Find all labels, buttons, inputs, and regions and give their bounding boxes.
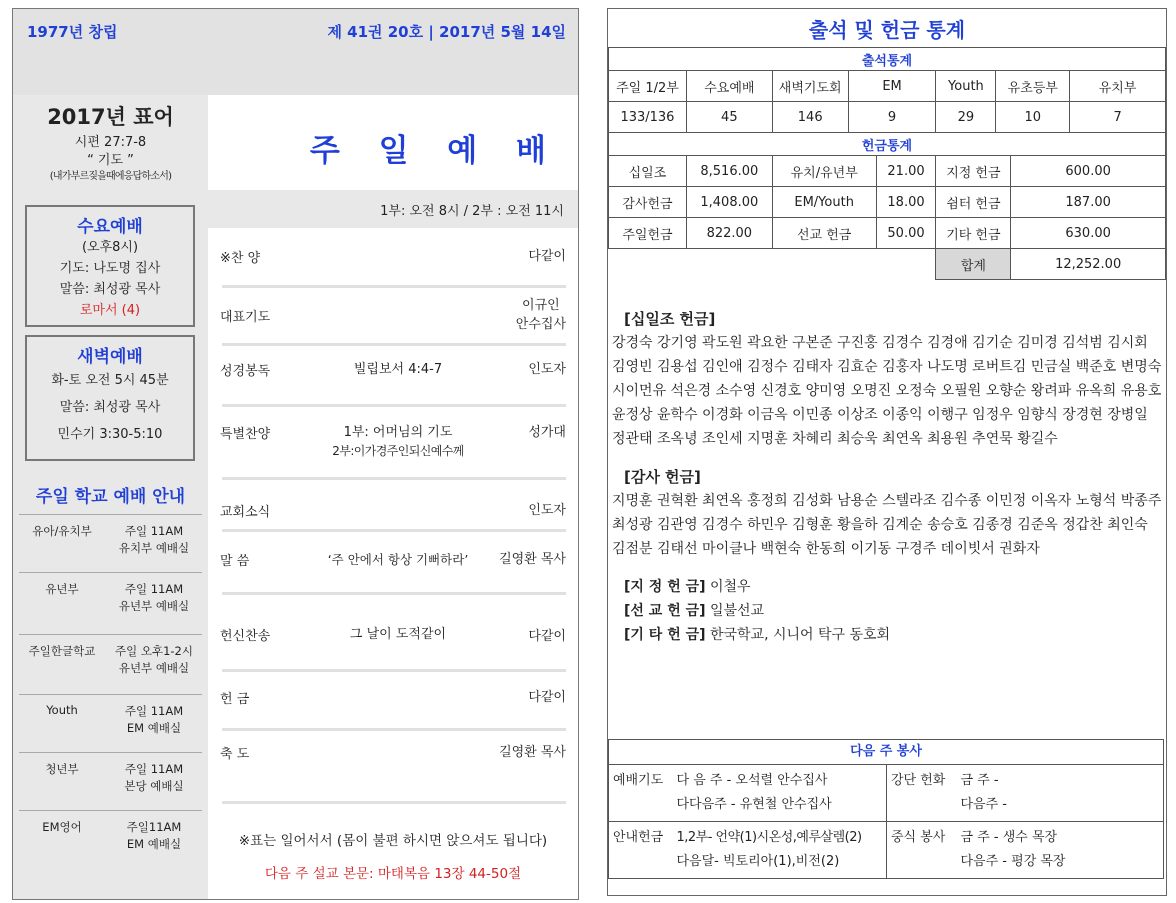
total-row (609, 249, 1166, 280)
school-row (19, 752, 202, 811)
school-time: 주일 11AM (124, 704, 184, 718)
attendance-value: 9 (848, 102, 936, 133)
usher-next: 다음달- 빅토리아(1),비전(2) (676, 854, 840, 869)
offering-amount: 600.00 (1011, 156, 1166, 187)
school-dept: Youth (46, 703, 78, 717)
school-dept: 주일한글학교 (28, 644, 96, 658)
thanks-names: 지명훈 권혁환 최연옥 홍정희 김성화 남용순 스텔라조 김수종 이민정 이옥자 노형석 박종주 최성광 김관영 김경수 하민우 김형훈 황을하 김계순 송승호 김종경 김준옥 정갑찬 최인숙 김점분 김태선 마이클나 백현숙 한동희 이기동 구경주 데이빗서 권화자 (612, 493, 1162, 557)
motto-subtitle: (내가부르짖을때에응답하소서) (49, 171, 172, 182)
attendance-header: 유치부 (1070, 71, 1166, 102)
school-time: 주일 11AM (124, 762, 184, 776)
school-place: 본당 예배실 (124, 779, 184, 793)
dawn-sermon: 말씀: 최성광 목사 (59, 400, 161, 415)
school-row (19, 634, 202, 695)
order-row (208, 625, 578, 670)
school-row (19, 572, 202, 635)
school-dept: 유년부 (45, 582, 79, 596)
school-row (19, 810, 202, 869)
order-row (208, 360, 578, 405)
offering-amount: 630.00 (1011, 218, 1166, 249)
school-place: 유년부 예배실 (118, 661, 190, 675)
attendance-header: 수요예배 (686, 71, 772, 102)
thanks-title: [감사 헌금] (624, 468, 701, 486)
offering-label: 주일헌금 (609, 218, 687, 249)
offering-amount: 50.00 (876, 218, 936, 249)
offering-label: 쉼터 헌금 (936, 187, 1011, 218)
attendance-header: EM (848, 71, 936, 102)
order-leader: 인도자 (528, 362, 566, 377)
offering-amount: 1,408.00 (686, 187, 772, 218)
order-row (208, 247, 578, 287)
next-week-row (609, 822, 1164, 879)
offering-names (612, 307, 1164, 647)
attendance-value-row (609, 102, 1166, 133)
order-leader: 길영환 목사 (499, 745, 566, 760)
attendance-value: 7 (1070, 102, 1166, 133)
order-leader: 인도자 (528, 503, 566, 518)
dawn-service-box (25, 335, 195, 461)
next-week-table (608, 739, 1164, 879)
order-row (208, 550, 578, 595)
school-place: EM 예배실 (126, 837, 182, 851)
prayer-next: 다 음 주 - 오석렬 안수집사 (676, 773, 828, 788)
school-time: 주일 11AM (124, 524, 184, 538)
order-item: 대표기도 (220, 310, 271, 325)
offering-amount: 8,516.00 (686, 156, 772, 187)
wednesday-sermon: 말씀: 최성광 목사 (59, 282, 161, 297)
offering-amount: 822.00 (686, 218, 772, 249)
motto-title: “ 기도 ” (87, 153, 134, 168)
next-week-title: 다음 주 봉사 (609, 740, 1164, 765)
wednesday-service-box (25, 205, 195, 327)
order-item: 축 도 (220, 747, 250, 762)
offering-row (609, 156, 1166, 187)
other-label: [기 타 헌 금] (624, 627, 706, 643)
school-schedule-title: 주일 학교 예배 안내 (35, 487, 186, 507)
offering-amount: 21.00 (876, 156, 936, 187)
order-content: 1부: 어머님의 기도 (343, 425, 453, 440)
order-item: 특별찬양 (220, 427, 271, 442)
total-value: 12,252.00 (1011, 249, 1166, 280)
order-row (208, 688, 578, 728)
flower-this: 금 주 - (960, 773, 999, 788)
dawn-time: 화-토 오전 5시 45분 (51, 373, 169, 388)
order-leader: 이규인 (522, 298, 560, 313)
worship-title: 주 일 예 배 (309, 133, 560, 169)
mission-value: 일불선교 (709, 603, 765, 619)
worship-time: 1부: 오전 8시 / 2부 : 오전 11시 (380, 204, 564, 219)
order-content-2: 2부:이가경주인되신예수께 (332, 444, 464, 458)
bulletin-right-page (607, 8, 1167, 896)
wednesday-scripture: 로마서 (4) (79, 303, 141, 318)
order-item: 성경봉독 (220, 364, 271, 379)
school-row (19, 694, 202, 753)
attendance-header: 유초등부 (996, 71, 1070, 102)
standing-note: ※표는 일어서서 (몸이 불편 하시면 앉으셔도 됩니다) (238, 833, 548, 849)
sidebar (13, 95, 208, 899)
flower-next: 다음주 - (960, 797, 1007, 812)
wednesday-prayer: 기도: 나도명 집사 (59, 261, 161, 276)
usher-label: 안내헌금 (609, 822, 673, 879)
order-row (208, 296, 578, 346)
order-leader: 성가대 (528, 425, 566, 440)
school-row (19, 514, 202, 573)
offering-label: 십일조 (609, 156, 687, 187)
order-leader: 길영환 목사 (499, 552, 566, 567)
school-place: EM 예배실 (126, 721, 182, 735)
attendance-value: 133/136 (609, 102, 687, 133)
offering-label: 기타 헌금 (936, 218, 1011, 249)
tithe-title: [십일조 헌금] (624, 310, 716, 328)
school-place: 유치부 예배실 (118, 541, 190, 555)
worship-time-bar (208, 190, 578, 228)
next-sermon-text: 다음 주 설교 본문: 마태복음 13장 44-50절 (264, 866, 522, 882)
offering-amount: 18.00 (876, 187, 936, 218)
order-row (208, 501, 578, 541)
attendance-header: 주일 1/2부 (609, 71, 687, 102)
wednesday-title: 수요예배 (77, 217, 143, 237)
order-leader-title: 안수집사 (515, 317, 566, 332)
tithe-names: 강경숙 강기영 곽도원 곽요한 구본준 구진홍 김경수 김경애 김기순 김미경 김석범 김시회 김영빈 김용섭 김인애 김정수 김태자 김효순 김홍자 나도명 로버트김 민금실 백준호 변명숙 시이먼유 석은경 소수영 신경호 양미영 오명진 오정숙 오필원 오향순 왕려파 유옥희 유용호 윤정상 윤학수 이경화 이금옥 이민종 이상조 이종익 이행구 임정우 임향식 장경현 장병일 정관태 조옥녕 조인세 지명훈 차혜리 최승욱 최연옥 최용원 추연묵 황길수 (612, 335, 1162, 447)
motto-verse: 시편 27:7-8 (74, 135, 147, 150)
meal-label: 중식 봉사 (887, 822, 957, 879)
school-place: 유년부 예배실 (118, 599, 190, 613)
other-value: 한국학교, 시니어 탁구 동호회 (709, 627, 891, 643)
offering-title: 헌금통계 (609, 133, 1166, 156)
meal-next: 다음주 - 평강 목장 (960, 854, 1066, 869)
school-dept: EM영어 (42, 820, 82, 834)
stats-table (608, 9, 1166, 280)
order-content: ‘주 안에서 항상 기뻐하라’ (327, 552, 469, 567)
founded-text: 1977년 창립 (27, 23, 118, 41)
school-dept: 유아/유치부 (32, 524, 92, 538)
order-leader: 다같이 (528, 690, 566, 705)
bulletin-left-page (12, 8, 579, 900)
school-dept: 청년부 (45, 762, 79, 776)
prayer-after: 다다음주 - 유현철 안수집사 (676, 797, 832, 812)
offering-row (609, 187, 1166, 218)
total-label: 합계 (936, 249, 1011, 280)
stats-title: 출석 및 헌금 통계 (609, 9, 1166, 48)
order-row (208, 743, 578, 783)
dawn-scripture: 민수기 3:30-5:10 (57, 427, 163, 442)
attendance-value: 45 (686, 102, 772, 133)
offering-label: EM/Youth (772, 187, 876, 218)
attendance-value: 10 (996, 102, 1070, 133)
attendance-value: 146 (772, 102, 848, 133)
offering-label: 선교 헌금 (772, 218, 876, 249)
offering-label: 유치/유년부 (772, 156, 876, 187)
wednesday-time: (오후8시) (81, 240, 139, 255)
meal-this: 금 주 - 생수 목장 (960, 830, 1058, 845)
designated-label: [지 정 헌 금] (624, 579, 706, 595)
order-content: 그 날이 도적같이 (349, 627, 447, 642)
issue-info: 제 41권 20호 | 2017년 5월 14일 (327, 23, 566, 41)
offering-label: 감사헌금 (609, 187, 687, 218)
dawn-title: 새벽예배 (77, 347, 143, 367)
prayer-label: 예배기도 (609, 765, 673, 822)
order-item: 헌 금 (220, 692, 250, 707)
school-time: 주일 오후1-2시 (115, 644, 193, 658)
usher-this: 1,2부- 언약(1)시온성,예루살렘(2) (676, 830, 862, 845)
attendance-header: 새벽기도회 (772, 71, 848, 102)
offering-row (609, 218, 1166, 249)
school-time: 주일11AM (126, 820, 182, 834)
designated-value: 이철우 (709, 579, 751, 595)
mission-label: [선 교 헌 금] (624, 603, 706, 619)
offering-label: 지정 헌금 (936, 156, 1011, 187)
attendance-header: Youth (936, 71, 996, 102)
next-week-row (609, 765, 1164, 822)
order-leader: 다같이 (528, 629, 566, 644)
attendance-title: 출석통계 (609, 48, 1166, 71)
order-item: 말 씀 (220, 554, 250, 569)
school-time: 주일 11AM (124, 582, 184, 596)
order-item: ※찬 양 (220, 251, 261, 266)
attendance-value: 29 (936, 102, 996, 133)
header-bar (13, 9, 578, 95)
motto-year: 2017년 표어 (47, 105, 174, 129)
order-content: 빌립보서 4:4-7 (353, 362, 443, 377)
worship-order (208, 95, 578, 899)
order-item: 헌신찬송 (220, 629, 271, 644)
order-leader: 다같이 (528, 249, 566, 264)
offering-amount: 187.00 (1011, 187, 1166, 218)
order-row (208, 423, 578, 478)
flower-label: 강단 헌화 (887, 765, 957, 822)
order-item: 교회소식 (220, 505, 271, 520)
attendance-header-row (609, 71, 1166, 102)
